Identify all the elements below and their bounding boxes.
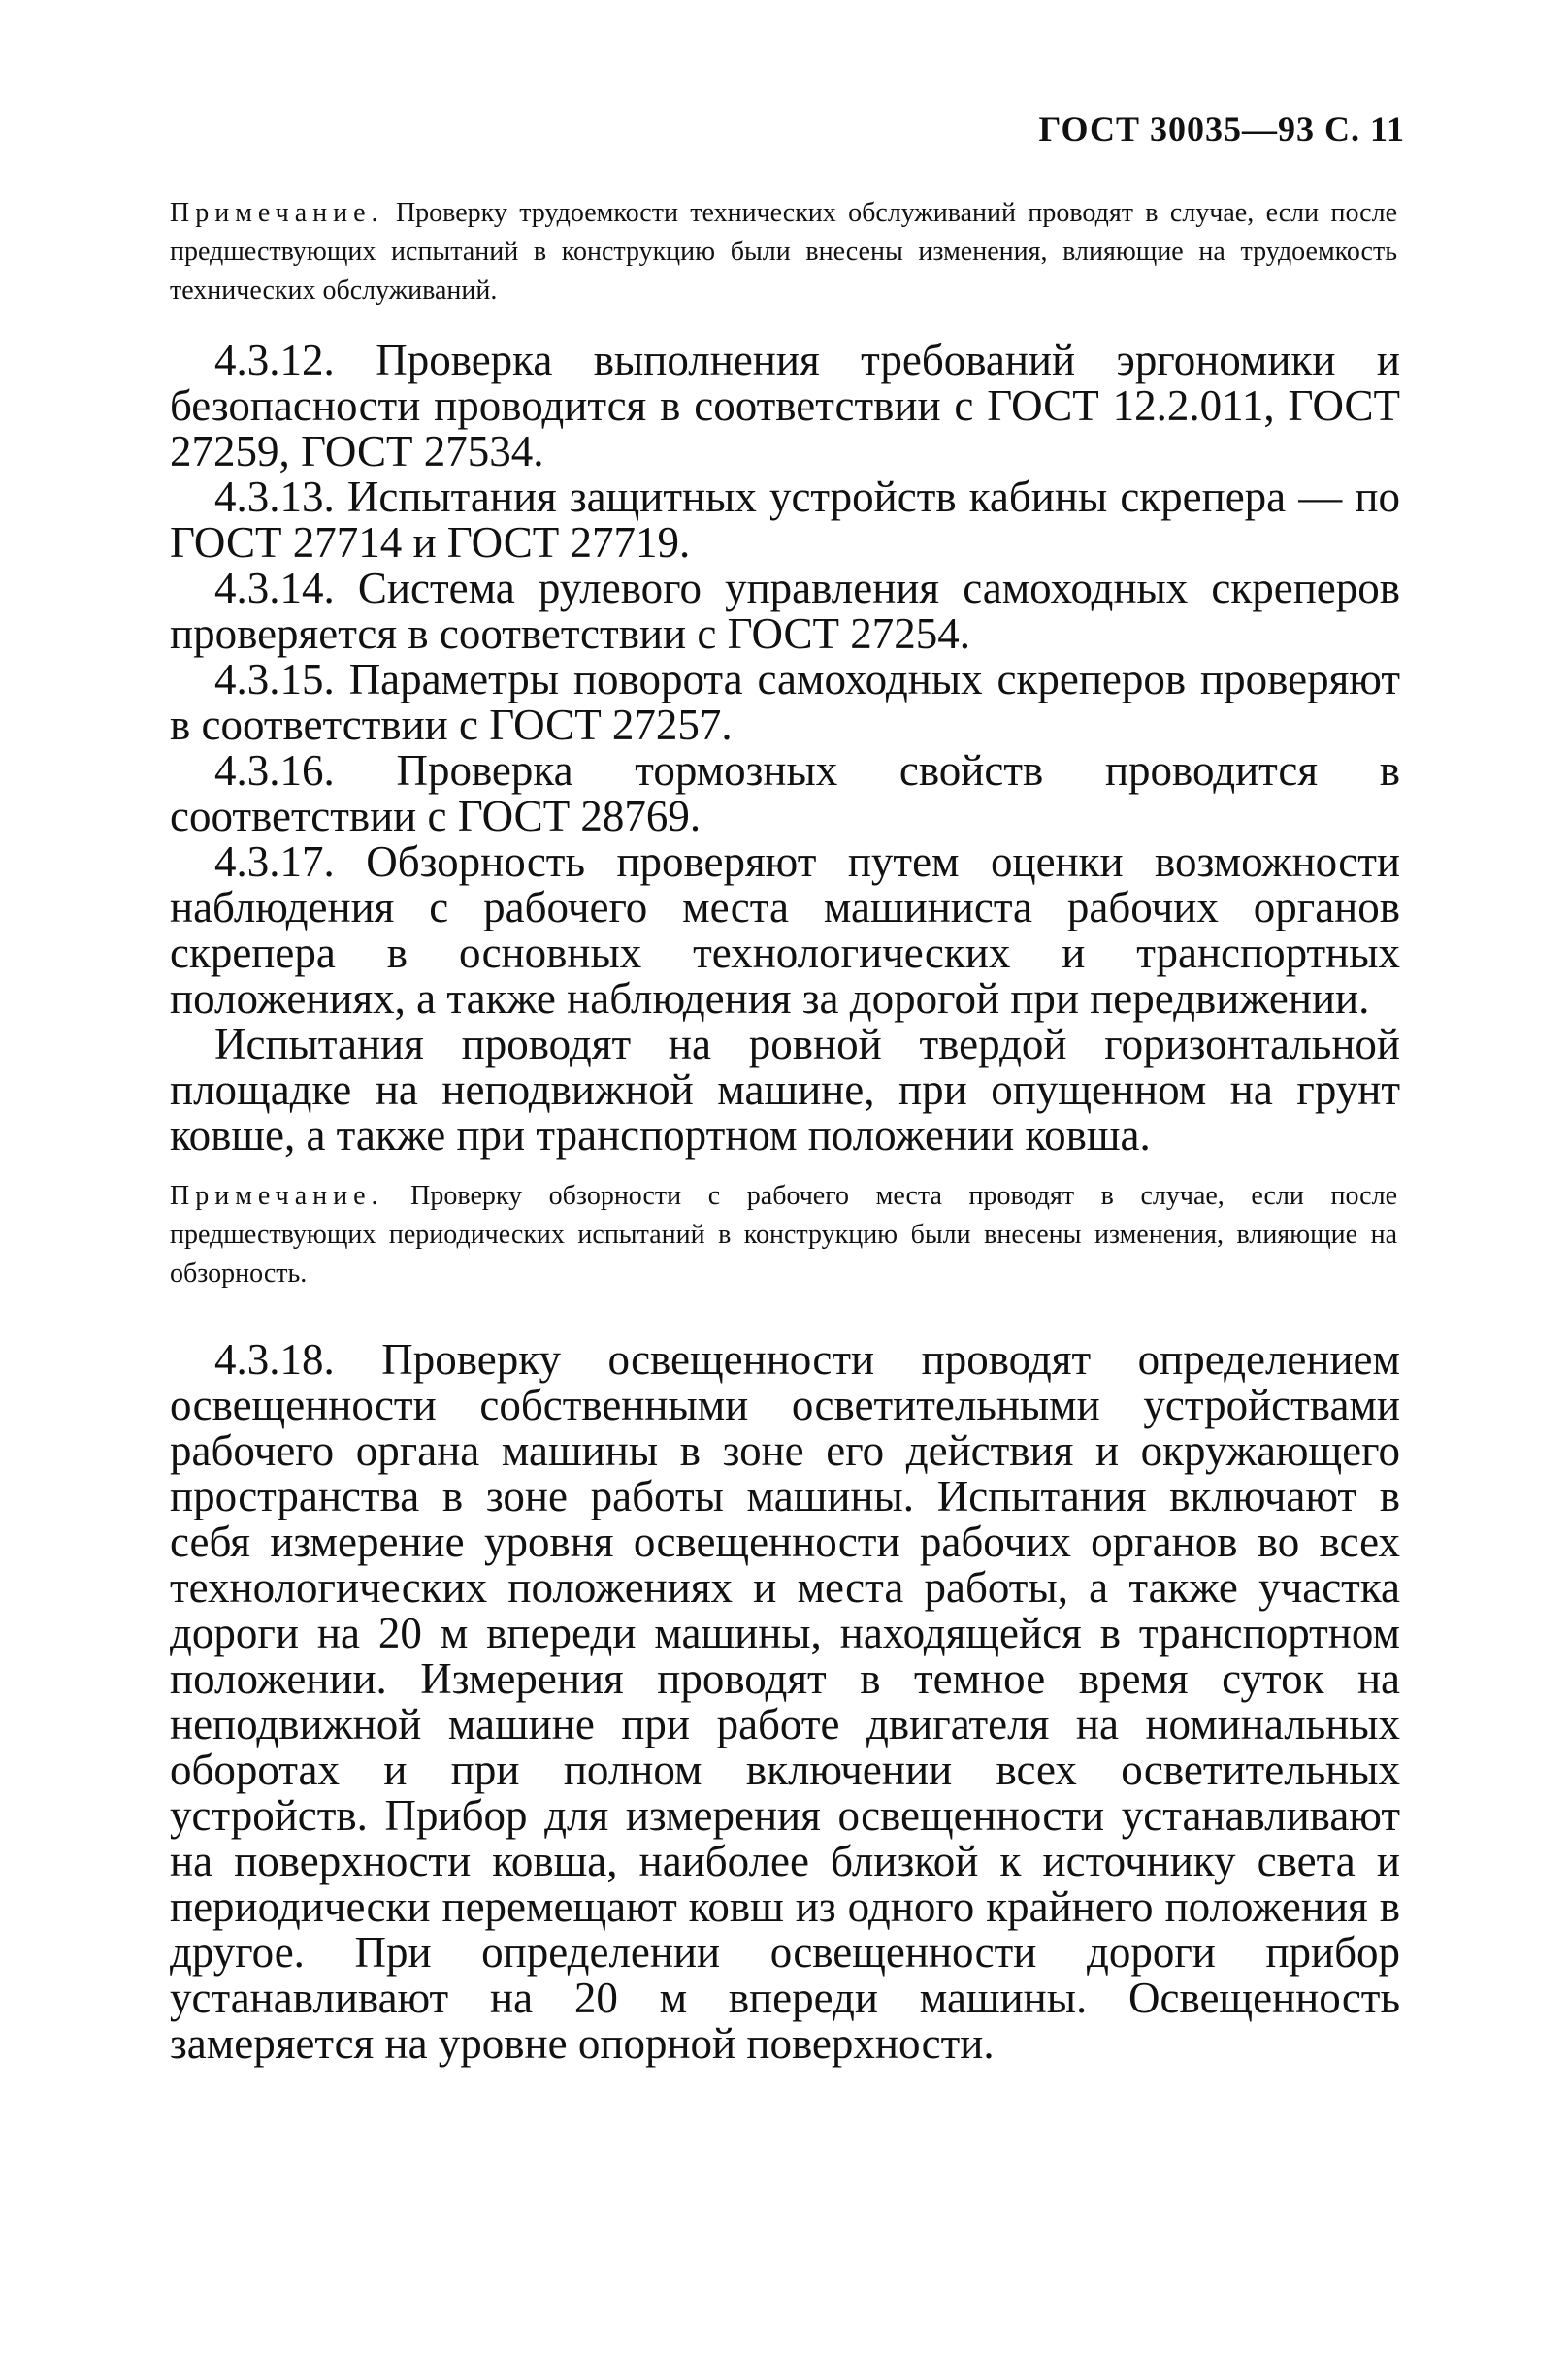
clause-4-3-13: 4.3.13. Испытания защитных устройств кабины скрепера — по ГОСТ 27714 и ГОСТ 27719.: [170, 473, 1400, 567]
note-text: Проверку обзорности с рабочего места проводят в случае, если после предшествующих периодических испытаний в конструкцию были внесены изменения, влияющие на обзорность.: [170, 1181, 1398, 1289]
note-label: Примечание.: [170, 1181, 384, 1211]
clause-4-3-17-continuation: Испытания проводят на ровной твердой горизонтальной площадке на неподвижной машине, при опущенном на грунт ковше, а также при транспортном положении ковша.: [170, 1020, 1400, 1160]
note-label: Примечание.: [170, 198, 384, 228]
note-labor-intensity: [170, 194, 1397, 310]
clause-4-3-14: 4.3.14. Система рулевого управления самоходных скреперов проверяется в соответствии с ГОСТ 27254.: [170, 564, 1400, 658]
clauses-block: [170, 338, 1400, 1159]
note-text: Проверку трудоемкости технических обслуживаний проводят в случае, если после предшествующих испытаний в конструкцию были внесены изменения, влияющие на трудоемкость технических обслуживаний.: [170, 198, 1398, 306]
page-header: ГОСТ 30035—93 С. 11: [1038, 110, 1405, 148]
clause-4-3-17: 4.3.17. Обзорность проверяют путем оценки возможности наблюдения с рабочего места машиниста рабочих органов скрепера в основных технологических и транспортных положениях, а также наблюдения за дорогой при передвижении.: [170, 837, 1400, 1023]
clause-4-3-15: 4.3.15. Параметры поворота самоходных скреперов проверяют в соответствии с ГОСТ 27257.: [170, 655, 1400, 749]
clause-4-3-16: 4.3.16. Проверка тормозных свойств проводится в соответствии с ГОСТ 28769.: [170, 746, 1400, 840]
clause-4-3-18: 4.3.18. Проверку освещенности проводят определением освещенности собственными осветительными устройствами рабочего органа машины в зоне его действия и окружающего пространства в зоне работы машины. Испытания включают в себя измерение уровня освещенности рабочих органов во всех технологических положениях и места работы, а также участка дороги на 20 м впереди машины, находящейся в транспортном положении. Измерения проводят в темное время суток на неподвижной машине при работе двигателя на номинальных оборотах и при полном включении всех осветительных устройств. Прибор для измерения освещенности устанавливают на поверхности ковша, наиболее близкой к источнику света и периодически перемещают ковш из одного крайнего положения в другое. При определении освещенности дороги прибор устанавливают на 20 м впереди машины. Освещенность замеряется на уровне опорной поверхности.: [170, 1335, 1400, 2068]
clause-block-lighting: [170, 1337, 1400, 2067]
note-visibility: [170, 1177, 1397, 1293]
clause-4-3-12: 4.3.12. Проверка выполнения требований эргономики и безопасности проводится в соответствии с ГОСТ 12.2.011, ГОСТ 27259, ГОСТ 27534.: [170, 336, 1400, 475]
